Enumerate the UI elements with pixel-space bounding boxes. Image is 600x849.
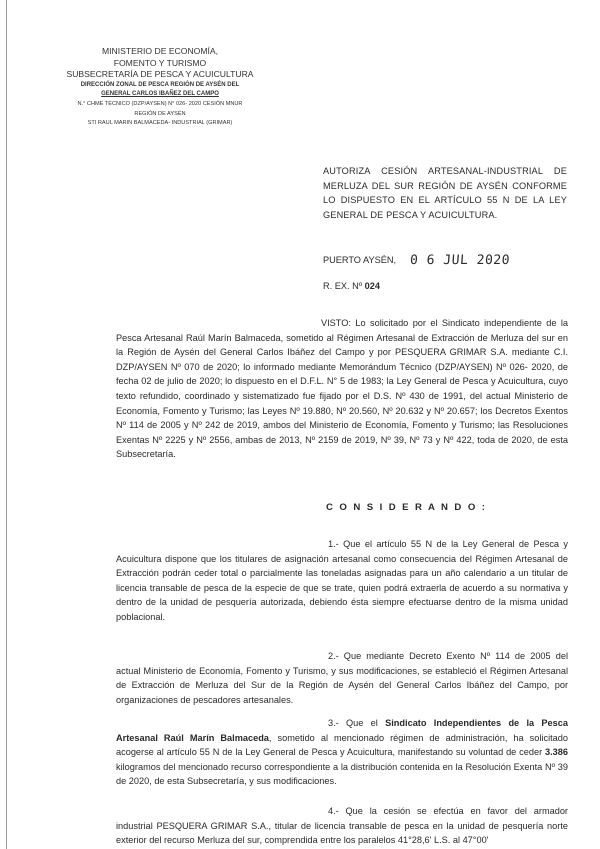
resolution-number — [323, 281, 380, 291]
considerando-paragraph-2 — [116, 649, 568, 707]
header-line: MINISTERIO DE ECONOMÍA, — [101, 46, 219, 56]
header-line: REGIÓN DE AYSÉN — [134, 110, 186, 117]
paragraph-text: 2.- Que mediante Decreto Exento Nº 114 de 2005 del actual Ministerio de Economía, Fomento y Turismo, y sus modificaciones, se estableció el Régimen Artesanal de Extracción de Merluza del Sur de la Región de Aysén del General Carlos Ibáñez del Campo, por organizaciones de pescadores artesanales. — [116, 651, 568, 705]
header-line: STI RAUL MARIN BALMACEDA- INDUSTRIAL (GRIMAR) — [87, 120, 233, 127]
ministry-header — [50, 46, 270, 129]
header-line: DIRECCIÓN ZONAL DE PESCA REGIÓN DE AYSÉN DEL — [80, 81, 240, 88]
header-line: SUBSECRETARÍA DE PESCA Y ACUICULTURA — [66, 69, 254, 80]
considerando-heading: C O N S I D E R A N D O : — [326, 502, 487, 513]
considerando-paragraph-1 — [116, 537, 568, 625]
visto-label: VISTO: — [321, 318, 351, 328]
header-line: GENERAL CARLOS IBAÑEZ DEL CAMPO — [101, 91, 219, 98]
place-label: PUERTO AYSÉN, — [323, 255, 397, 265]
visto-paragraph — [116, 316, 568, 462]
paragraph-text: kilogramos del mencionado recurso correspondiente a la distribución contenida en la Resolución Exenta Nº 39 de 2020, de esta Subsecretaría, y sus modificaciones. — [116, 761, 568, 787]
resolution-value: 024 — [364, 281, 380, 291]
considerando-paragraph-4 — [116, 804, 568, 848]
paragraph-text: 4.- Que la cesión se efectúa en favor del armador industrial PESQUERA GRIMAR S.A., titular de licencia transable de pesca en la unidad de pesquería norte exterior del recurso Merluza del sur, comprendida entre los paralelos 41°28,6' L.S. al 47°00' — [116, 806, 568, 846]
header-line: N.° CHME TÉCNICO (DZP/AYSEN) N° 026- 2020 CESIÓN MNUR — [77, 100, 243, 107]
date-stamp: 0 6 JUL 2020 — [409, 253, 511, 268]
header-line: FOMENTO Y TURISMO — [113, 57, 207, 68]
paragraph-text: 1.- Que el artículo 55 N de la Ley General de Pesca y Acuicultura dispone que los titulares de asignación artesanal como consecuencia del Régimen Artesanal de Extracción podrán ceder total o parcialmente las toneladas asignadas para un año calendario a un titular de licencia transable de pesca de la especie de que se trate, quien podrá extraerla de acuerdo a su normativa y dentro de la unidad de pesquería autorizada, debiendo ésta siempre efectuarse dentro de la misma unidad poblacional. — [116, 539, 568, 622]
resolution-title: AUTORIZA CESIÓN ARTESANAL-INDUSTRIAL DE MERLUZA DEL SUR REGIÓN DE AYSÉN CONFORME LO DISPUESTO EN EL ARTÍCULO 55 N DE LA LEY GENERAL DE PESCA Y ACUICULTURA. — [323, 166, 567, 220]
resolution-prefix: R. EX. Nº — [323, 281, 363, 291]
page-edge-line — [6, 0, 7, 849]
union-name: Sindicato Independientes de la Pesca Artesanal Raúl Marín Balmaceda — [116, 718, 568, 743]
visto-text: Lo solicitado por el Sindicato independiente de la Pesca Artesanal Raúl Marín Balmaceda, sometido al Régimen Artesanal de Extracción de Merluza del sur en la Región de Aysén del General Carlos Ibáñez del Campo y por PESQUERA GRIMAR S.A. mediante C.I. DZP/AYSEN Nº 070 de 2020; lo informado mediante Memorándum Técnico (DZP/AYSEN) Nº 026- 2020, de fecha 02 de julio de 2020; lo dispuesto en el D.F.L. N° 5 de 1983; la Ley General de Pesca y Acuicultura, cuyo texto refundido, coordinado y sistematizado fue fijado por el D.S. Nº 430 de 1991, del actual Ministerio de Economía, Fomento y Turismo; las Leyes Nº 19.880, Nº 20.560, Nº 20.632 y Nº 20.657; los Decretos Exentos Nº 114 de 2005 y Nº 242 de 2019, ambos del Ministerio de Economía, Fomento y Turismo; las Resoluciones Exentas Nº 2225 y Nº 2556, ambas de 2013, Nº 2159 de 2019, Nº 39, Nº 73 y Nº 422, toda de 2020, de esta Subsecretaría. — [116, 318, 568, 460]
paragraph-text: , sometido al mencionado régimen de administración, ha solicitado acogerse al artículo 55 N de la Ley General de Pesca y Acuicultura, manifestando su voluntad de ceder — [116, 732, 568, 758]
paragraph-lead: 3.- Que el — [328, 718, 386, 728]
considerando-paragraph-3 — [116, 716, 568, 789]
ceded-amount: 3.386 — [545, 747, 568, 758]
